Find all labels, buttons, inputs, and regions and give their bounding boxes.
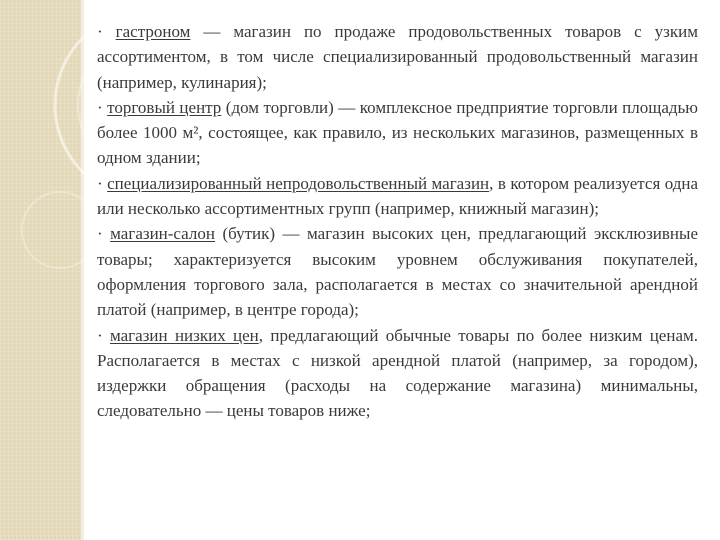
term-specialized-store: специализированный непродовольственный магазин <box>107 173 490 193</box>
term-gastronom: гастроном <box>115 22 191 41</box>
decorative-sidebar <box>0 0 81 540</box>
list-item <box>97 221 698 322</box>
item-description: (дом торговли) — комплексное предприятие торговли площадью более 1000 м², состоящее, как правило, из нескольких магазинов, размещенных в одном здании; <box>97 97 698 168</box>
term-salon-store: магазин-салон <box>110 224 215 244</box>
bullet: · <box>97 22 103 41</box>
item-description: — магазин по продаже продовольственных товаров с узким ассортиментом, в том числе специализированный продовольственный магазин (например, кулинария); <box>97 22 698 92</box>
bullet: · <box>97 97 103 117</box>
bullet: · <box>97 173 103 193</box>
list-item <box>97 323 698 424</box>
item-description: , предлагающий обычные товары по более низким ценам. Располагается в местах с низкой арендной платой (например, за городом), издержки обращения (расходы на содержание магазина) минимальны, следовательно — цены товаров ниже; <box>97 325 698 421</box>
item-description: , в котором реализуется одна или несколько ассортиментных групп (например, книжный магазин); <box>97 173 699 219</box>
list-item <box>97 19 698 95</box>
list-item <box>97 171 698 222</box>
item-description: (бутик) — магазин высоких цен, предлагающий эксклюзивные товары; характеризуется высоким уровнем обслуживания покупателей, оформления торгового зала, располагается в местах со значительной арендной платой (например, в центре города); <box>97 224 698 320</box>
list-item <box>97 95 698 171</box>
bullet: · <box>97 325 103 345</box>
bullet: · <box>97 224 103 244</box>
definition-list <box>97 19 698 424</box>
sidebar-divider <box>81 0 84 540</box>
term-shopping-center: торговый центр <box>107 97 222 117</box>
term-discount-store: магазин низких цен <box>110 325 259 345</box>
